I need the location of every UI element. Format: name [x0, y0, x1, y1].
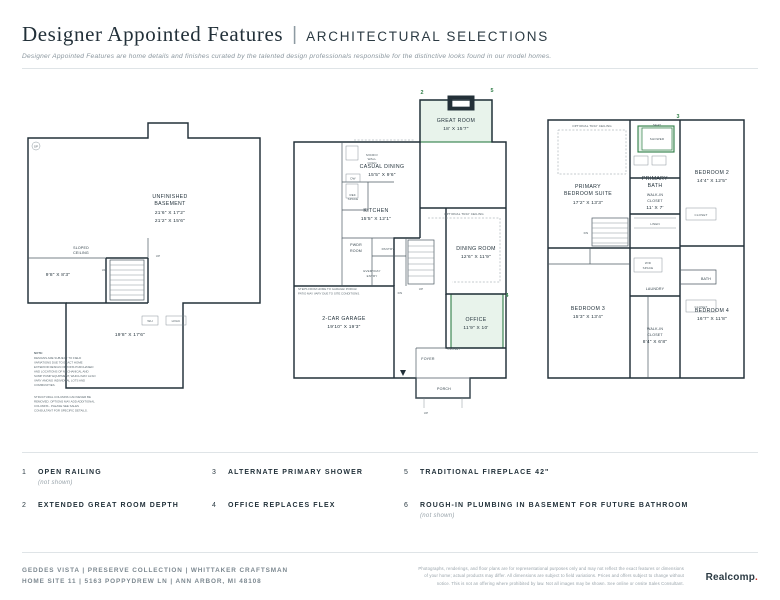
svg-text:PRIMARY: PRIMARY [575, 184, 601, 190]
legend-number: 4 [212, 501, 217, 509]
svg-text:REMOVED. OPTIONS MAY ADD ADDIT: REMOVED. OPTIONS MAY ADD ADDITIONAL [34, 399, 95, 404]
svg-text:4: 4 [505, 293, 509, 299]
footer-divider [22, 552, 758, 553]
svg-text:STEPS FROM HOME TO GARAGE/ POR: STEPS FROM HOME TO GARAGE/ PORCH/ [298, 287, 357, 291]
svg-text:DW: DW [350, 176, 356, 181]
svg-text:16'7" X 11'8": 16'7" X 11'8" [696, 317, 728, 322]
svg-text:14'4" X 12'5": 14'4" X 12'5" [696, 179, 728, 184]
legend-text [420, 468, 549, 478]
legend-note: (not shown) [420, 513, 455, 520]
svg-text:SEAT: SEAT [652, 123, 662, 127]
community-line-1: GEDDES VISTA | PRESERVE COLLECTION | WHITTAKER CRAFTSMAN [22, 567, 289, 574]
disclaimer-text: Photographs, renderings, and floor plans are for representational purposes only and may not reflect the exact features or dimensions of your home; actual products may differ. All dimensions are subject to field variations. Prices and offers subject to change without notice. This is not an offering where prohibited by law. Not all images may be shown. See online or onsite Sales Consultant. [418, 566, 684, 586]
svg-text:SLOPED: SLOPED [73, 246, 89, 250]
title-divider: | [292, 24, 298, 45]
svg-text:PWDR: PWDR [350, 243, 362, 247]
svg-text:LAUNDRY: LAUNDRY [645, 287, 665, 291]
svg-text:19'10" X 19'3": 19'10" X 19'3" [327, 325, 361, 330]
svg-text:FOYER: FOYER [421, 357, 435, 361]
svg-text:OVEN: OVEN [367, 161, 377, 165]
svg-text:WALK-IN: WALK-IN [646, 327, 664, 331]
svg-text:BEDROOM SUITE: BEDROOM SUITE [563, 191, 613, 197]
page-subtitle: ARCHITECTURAL SELECTIONS [306, 29, 549, 44]
svg-text:VARY AMONG INDIVIDUAL LOTS AND: VARY AMONG INDIVIDUAL LOTS AND [34, 378, 86, 383]
legend-item [404, 468, 758, 486]
svg-text:OPTIONAL TRAY CEILING: OPTIONAL TRAY CEILING [572, 124, 612, 128]
svg-text:PANTRY: PANTRY [381, 247, 395, 251]
svg-text:GREAT ROOM: GREAT ROOM [436, 118, 476, 124]
svg-text:EVERYDAY: EVERYDAY [363, 269, 381, 273]
svg-text:5: 5 [490, 88, 494, 94]
header-divider [22, 68, 758, 69]
svg-text:COMMUNITIES.: COMMUNITIES. [34, 383, 56, 387]
legend-number: 6 [404, 501, 409, 509]
floorplan-diagrams [18, 78, 762, 438]
svg-text:19'8" X 17'6": 19'8" X 17'6" [114, 333, 146, 338]
svg-text:17'2" X 13'3": 17'2" X 13'3" [572, 201, 604, 206]
svg-text:BEDROOM 3: BEDROOM 3 [570, 306, 606, 312]
svg-text:COLUMNS - PLEASE SEE SALES: COLUMNS - PLEASE SEE SALES [34, 404, 79, 408]
svg-text:MICRO/: MICRO/ [366, 153, 378, 157]
svg-text:15'5" X 9'6": 15'5" X 9'6" [368, 173, 396, 178]
svg-text:CLOSET: CLOSET [647, 199, 663, 203]
legend-label: TRADITIONAL FIREPLACE 42" [420, 469, 550, 476]
svg-text:SPACE: SPACE [642, 266, 654, 270]
svg-text:BASEMENT: BASEMENT [154, 201, 186, 207]
svg-text:KITCHEN: KITCHEN [363, 208, 389, 214]
svg-text:WALK-IN: WALK-IN [646, 193, 664, 197]
legend-divider [22, 452, 758, 453]
svg-text:SP: SP [33, 144, 39, 149]
svg-text:18' X 15'7": 18' X 15'7" [443, 127, 469, 132]
title-row [22, 22, 758, 47]
header-description: Designer Appointed Features are home details and finishes curated by the talented design professionals responsible for the distinctive looks found in our model homes. [22, 53, 552, 60]
first-floor-plan [276, 78, 516, 438]
legend-number: 3 [212, 468, 217, 476]
legend-label: ROUGH-IN PLUMBING IN BASEMENT FOR FUTURE BATHROOM [420, 502, 689, 510]
legend-text [420, 501, 688, 519]
legend-text [38, 468, 102, 486]
svg-text:UP: UP [155, 254, 161, 258]
legend-note: (not shown) [38, 480, 73, 487]
svg-text:LINEN: LINEN [650, 222, 660, 226]
svg-text:BEDROOM 4: BEDROOM 4 [694, 308, 730, 314]
svg-text:15'3" X 13'4": 15'3" X 13'4" [572, 315, 604, 320]
svg-text:HVAC: HVAC [171, 319, 181, 323]
svg-text:OFFICE: OFFICE [465, 317, 487, 323]
svg-text:AND LOCATIONS OF MECHANICAL AN: AND LOCATIONS OF MECHANICAL AND [34, 369, 89, 374]
legend-text [38, 501, 179, 511]
svg-text:9'8" X 8'3": 9'8" X 8'3" [45, 273, 71, 278]
legend-item [22, 501, 212, 519]
svg-text:VARIATIONS DUE TO EXACT HOME: VARIATIONS DUE TO EXACT HOME [34, 360, 83, 365]
legend-number: 5 [404, 468, 409, 476]
svg-text:WH: WH [147, 319, 153, 323]
svg-text:21'6" X 17'2": 21'6" X 17'2" [154, 211, 186, 216]
legend-number: 2 [22, 501, 27, 509]
legend-text [228, 501, 336, 511]
svg-text:CLOSET: CLOSET [447, 347, 461, 351]
svg-text:STRUCTURAL COLUMNS CAN NEVER B: STRUCTURAL COLUMNS CAN NEVER BE [34, 395, 91, 399]
legend-item [212, 501, 404, 519]
svg-text:SPACE: SPACE [347, 197, 359, 201]
realcomp-logo [706, 572, 758, 583]
svg-text:DESIGNS ARE SUBJECT TO FIELD: DESIGNS ARE SUBJECT TO FIELD [34, 356, 82, 360]
svg-text:ROOM: ROOM [350, 249, 362, 253]
svg-text:CEILING: CEILING [73, 251, 89, 255]
svg-text:UP: UP [101, 268, 107, 272]
legend-text [228, 468, 363, 478]
legend-label: ALTERNATE PRIMARY SHOWER [228, 469, 364, 476]
svg-text:PRIMARY: PRIMARY [642, 176, 668, 182]
sheet-header [22, 22, 758, 60]
svg-text:2: 2 [420, 90, 424, 96]
svg-text:REF.: REF. [349, 193, 357, 197]
svg-text:SHOWER: SHOWER [649, 137, 665, 141]
svg-text:CLOSET: CLOSET [694, 213, 708, 217]
sheet-footer [22, 566, 758, 596]
svg-text:12'6" X 11'9": 12'6" X 11'9" [460, 255, 492, 260]
svg-text:CASUAL DINING: CASUAL DINING [359, 164, 405, 170]
svg-text:PATIO MAY VARY DUE TO SITE CON: PATIO MAY VARY DUE TO SITE CONDITIONS. [298, 291, 360, 296]
svg-text:CONSULTANT FOR SPECIFIC DETAIL: CONSULTANT FOR SPECIFIC DETAILS. [34, 408, 88, 413]
community-line-2: HOME SITE 11 | 5163 POPPYDREW LN | ANN ARBOR, MI 48108 [22, 577, 262, 585]
legend-label: OPEN RAILING [38, 469, 102, 476]
disclaimer-block [414, 565, 684, 587]
realcomp-logo-dot: . [755, 572, 758, 583]
community-info [22, 566, 352, 588]
svg-text:21'2" X 15'6": 21'2" X 15'6" [154, 219, 186, 224]
svg-text:CLOSET: CLOSET [694, 305, 708, 309]
svg-text:ENTRY: ENTRY [366, 274, 378, 278]
legend-label: EXTENDED GREAT ROOM DEPTH [38, 502, 179, 510]
svg-text:SUMP PUMP EQUIPMENT, WHICH MAY: SUMP PUMP EQUIPMENT, WHICH MAY ALSO [34, 374, 96, 378]
svg-text:PORCH: PORCH [437, 387, 451, 391]
svg-text:UNFINISHED: UNFINISHED [152, 194, 188, 200]
svg-text:DN: DN [583, 231, 589, 235]
second-floor-plan [530, 78, 762, 438]
svg-text:DINING ROOM: DINING ROOM [456, 246, 496, 252]
legend-item [22, 468, 212, 486]
svg-text:WALL: WALL [367, 157, 377, 161]
legend-label: OFFICE REPLACES FLEX [228, 502, 336, 510]
svg-text:8'4" X 6'8": 8'4" X 6'8" [642, 340, 668, 345]
svg-text:UP: UP [423, 411, 429, 415]
basement-plan [18, 78, 268, 438]
svg-text:11'9" X 10': 11'9" X 10' [463, 326, 489, 331]
legend [22, 468, 758, 519]
svg-text:15'5" X 12'1": 15'5" X 12'1" [360, 217, 392, 222]
svg-text:NOTE:: NOTE: [34, 351, 43, 355]
svg-text:2-CAR GARAGE: 2-CAR GARAGE [322, 316, 366, 322]
legend-item [212, 468, 404, 486]
svg-text:OPTIONAL TRAY CEILING: OPTIONAL TRAY CEILING [444, 212, 484, 216]
svg-text:3: 3 [676, 114, 680, 120]
svg-text:11' X 7': 11' X 7' [646, 206, 664, 211]
svg-text:BATH: BATH [700, 277, 712, 281]
realcomp-logo-text: Realcomp [705, 572, 756, 583]
svg-text:EXTERIOR DESIGN OPTIONS PURCHA: EXTERIOR DESIGN OPTIONS PURCHASED [34, 365, 94, 369]
page-title: Designer Appointed Features [22, 22, 284, 46]
legend-item [404, 501, 758, 519]
svg-text:BEDROOM 2: BEDROOM 2 [694, 170, 730, 176]
svg-text:UP: UP [418, 287, 424, 291]
svg-text:W/D: W/D [644, 261, 652, 265]
svg-text:BATH: BATH [647, 183, 663, 189]
legend-number: 1 [22, 468, 27, 476]
svg-text:DN: DN [397, 291, 403, 295]
svg-text:CLOSET: CLOSET [647, 333, 663, 337]
